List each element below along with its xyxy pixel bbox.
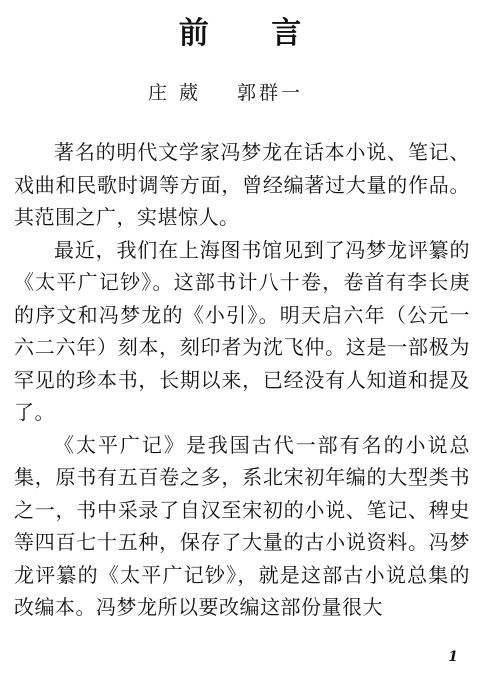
body-text bbox=[14, 136, 470, 624]
page-title: 前 言 bbox=[178, 16, 328, 51]
paragraph: 《太平广记》是我国古代一部有名的小说总集，原书有五百卷之多，系北宋初年编的大型类书之一，书中采录了自汉至宋初的小说、笔记、稗史等四百七十五种，保存了大量的古小说资料。冯梦龙评纂的《太平广记钞》，就是这部古小说总集的改编本。冯梦龙所以要改编这部份量很大 bbox=[14, 432, 470, 619]
author-name: 庄 葳 bbox=[148, 82, 202, 104]
author-name: 郭群一 bbox=[237, 82, 304, 104]
paragraph: 最近，我们在上海图书馆见到了冯梦龙评纂的《太平广记钞》。这部书计八十卷，卷首有李长庚的序文和冯梦龙的《小引》。明天启六年（公元一六二六年）刻本，刻印者为沈飞仲。这是一部极为罕见的珍本书，长期以来，已经没有人知道和提及了。 bbox=[14, 237, 470, 424]
page-number: 1 bbox=[448, 649, 458, 665]
paragraph: 著名的明代文学家冯梦龙在话本小说、笔记、戏曲和民歌时调等方面，曾经编著过大量的作品。其范围之广，实堪惊人。 bbox=[14, 140, 470, 229]
author-line bbox=[148, 78, 303, 105]
